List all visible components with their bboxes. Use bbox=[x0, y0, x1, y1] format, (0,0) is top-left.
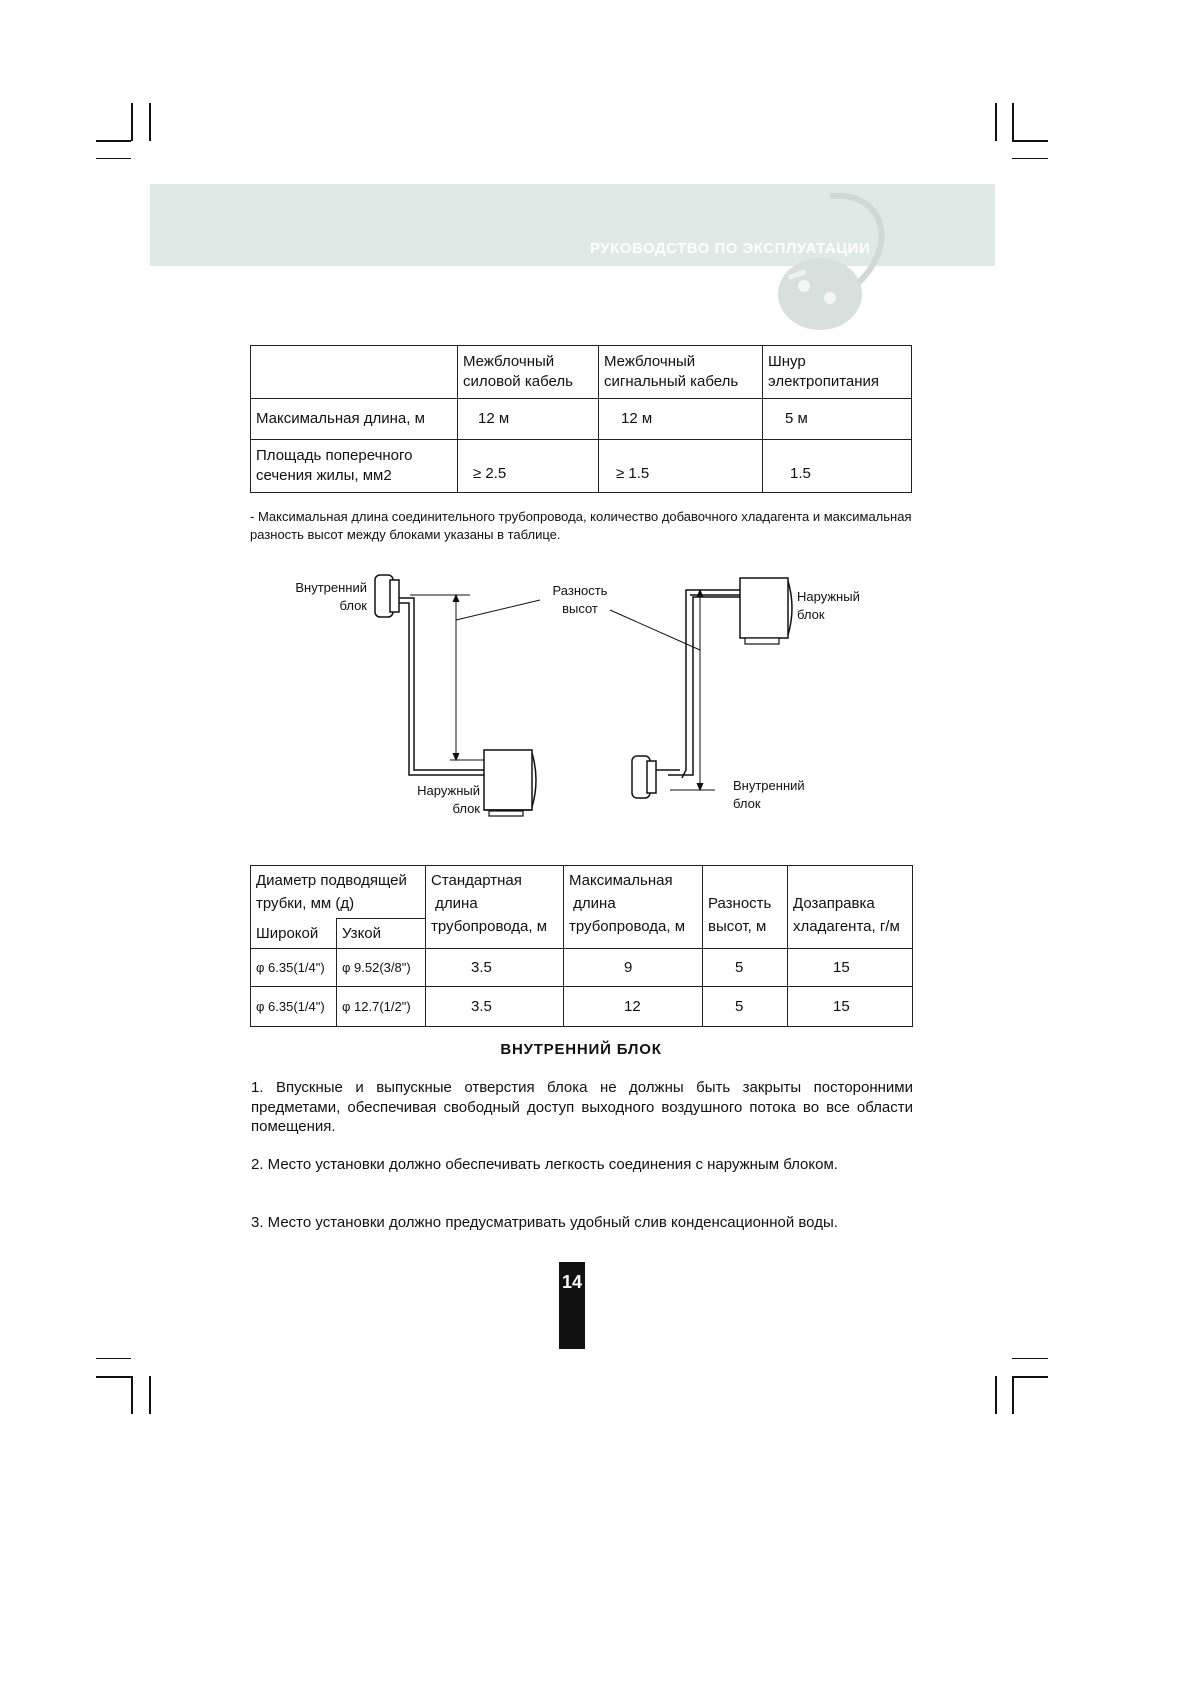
table-cell: Узкой bbox=[337, 919, 426, 949]
diagram-label: блок bbox=[339, 598, 367, 613]
paragraph: 1. Впускные и выпускные отверстия блока не должны быть закрыты посторонними предметами, обеспечивая свободный доступ выходного воздушного потока во все области помещения. bbox=[251, 1079, 913, 1135]
cable-table bbox=[250, 345, 912, 493]
table-cell: Стандартная длина трубопровода, м bbox=[426, 866, 564, 949]
installation-diagram bbox=[270, 570, 910, 840]
table-cell: 12 м bbox=[599, 399, 763, 440]
paragraph: 2. Место установки должно обеспечивать легкость соединения с наружным блоком. bbox=[251, 1156, 838, 1173]
crop-mark bbox=[96, 140, 131, 142]
power-plug-icon bbox=[760, 186, 920, 336]
table-row bbox=[251, 949, 913, 987]
header-title: РУКОВОДСТВО ПО ЭКСПЛУАТАЦИИ bbox=[590, 240, 871, 257]
table-cell: 3.5 bbox=[426, 949, 564, 987]
diagram-label: Внутренний bbox=[295, 580, 367, 595]
table-cell: Диаметр подводящей трубки, мм (д) bbox=[251, 866, 426, 919]
table-cell: φ 12.7(1/2") bbox=[337, 987, 426, 1027]
page-number: 14 bbox=[559, 1262, 585, 1349]
crop-mark bbox=[1012, 158, 1048, 159]
table-cell: 5 bbox=[703, 949, 788, 987]
table-cell: 3.5 bbox=[426, 987, 564, 1027]
table-row bbox=[251, 987, 913, 1027]
table-row bbox=[251, 399, 912, 440]
table-cell: Площадь поперечного сечения жилы, мм2 bbox=[251, 440, 458, 493]
crop-mark bbox=[96, 1358, 131, 1359]
diagram-label: Наружный bbox=[797, 589, 860, 604]
note-text: - Максимальная длина соединительного трубопровода, количество добавочного хладагента и максимальная разность высот между блоками указаны в таблице. bbox=[250, 509, 912, 542]
table-cell: Дозаправка хладагента, г/м bbox=[788, 866, 913, 949]
table-cell: φ 6.35(1/4") bbox=[251, 987, 337, 1027]
diagram-label: блок bbox=[733, 796, 761, 811]
table-row bbox=[251, 346, 912, 399]
table-cell: 9 bbox=[564, 949, 703, 987]
crop-mark bbox=[1012, 140, 1048, 142]
crop-mark bbox=[131, 103, 133, 141]
crop-mark bbox=[149, 1376, 151, 1414]
table-cell: Межблочный силовой кабель bbox=[458, 346, 599, 399]
crop-mark bbox=[1012, 1358, 1048, 1359]
table-cell: Максимальная длина, м bbox=[251, 399, 458, 440]
crop-mark bbox=[1012, 1376, 1014, 1414]
crop-mark bbox=[149, 103, 151, 141]
table-cell: 12 bbox=[564, 987, 703, 1027]
table-cell: Максимальная длина трубопровода, м bbox=[564, 866, 703, 949]
table-cell: Разность высот, м bbox=[703, 866, 788, 949]
crop-mark bbox=[96, 1376, 131, 1378]
table-cell: ≥ 1.5 bbox=[599, 440, 763, 493]
pipe-table bbox=[250, 865, 913, 1027]
diagram-label: Внутренний bbox=[733, 778, 805, 793]
table-cell: 12 м bbox=[458, 399, 599, 440]
table-row bbox=[251, 866, 913, 919]
table-cell: φ 6.35(1/4") bbox=[251, 949, 337, 987]
table-cell: ≥ 2.5 bbox=[458, 440, 599, 493]
table-cell: φ 9.52(3/8") bbox=[337, 949, 426, 987]
table-cell bbox=[251, 346, 458, 399]
crop-mark bbox=[96, 158, 131, 159]
table-cell: 5 bbox=[703, 987, 788, 1027]
diagram-label: Наружный bbox=[417, 783, 480, 798]
paragraph: 3. Место установки должно предусматривать удобный слив конденсационной воды. bbox=[251, 1214, 838, 1231]
diagram-label: высот bbox=[562, 601, 598, 616]
crop-mark bbox=[131, 1376, 133, 1414]
crop-mark bbox=[1012, 1376, 1048, 1378]
diagram-label: блок bbox=[452, 801, 480, 816]
section-title: ВНУТРЕННИЙ БЛОК bbox=[500, 1041, 662, 1058]
diagram-label: Разность bbox=[552, 583, 608, 598]
table-cell: Шнур электропитания bbox=[763, 346, 912, 399]
table-cell: 15 bbox=[788, 987, 913, 1027]
crop-mark bbox=[1012, 103, 1014, 141]
crop-mark bbox=[995, 1376, 997, 1414]
table-row bbox=[251, 440, 912, 493]
table-cell: 1.5 bbox=[763, 440, 912, 493]
table-cell: 5 м bbox=[763, 399, 912, 440]
table-cell: 15 bbox=[788, 949, 913, 987]
diagram-label: блок bbox=[797, 607, 825, 622]
table-cell: Широкой bbox=[251, 919, 337, 949]
crop-mark bbox=[995, 103, 997, 141]
outdoor-unit-shape bbox=[484, 750, 532, 810]
table-cell: Межблочный сигнальный кабель bbox=[599, 346, 763, 399]
